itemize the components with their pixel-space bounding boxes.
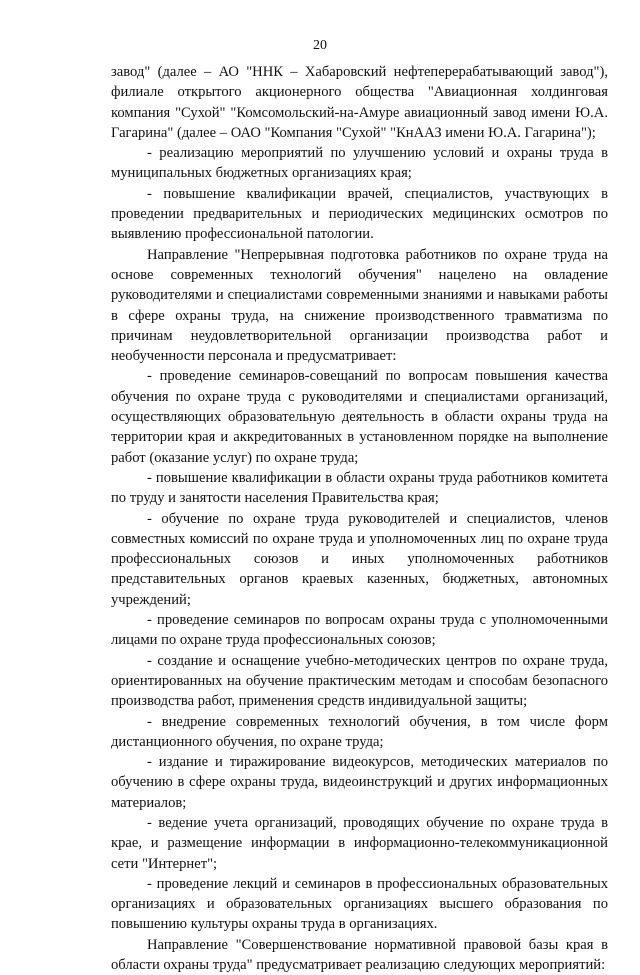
paragraph-5: - проведение семинаров-совещаний по вопросам повышения качества обучения по охране труда с руководителями и специалистами организаций, осуществляющих образовательную деятельность в области охраны труда на территории края и аккредитованных в установленном порядке на выполнение работ (оказание услуг) по охране труда;: [111, 368, 608, 466]
paragraph-7: - обучение по охране труда руководителей и специалистов, членов совместных комиссий по охране труда и уполномоченных лиц по охране труда профессиональных союзов и иных уполномоченных работников представительных органов краевых казенных, бюджетных, автономных учреждений;: [111, 510, 608, 608]
paragraph-12: - ведение учета организаций, проводящих обучение по охране труда в крае, и размещение информации в информационно-телекоммуникационной сети "Интернет";: [111, 814, 608, 872]
paragraph-14: Направление "Совершенствование нормативной правовой базы края в области охраны труда" предусматривает реализацию следующих мероприятий:: [111, 936, 608, 974]
paragraph-10: - внедрение современных технологий обучения, в том числе форм дистанционного обучения, по охране труда;: [111, 713, 608, 750]
page-number: 20: [313, 38, 327, 53]
paragraph-11: - издание и тиражирование видеокурсов, методических материалов по обучению в сфере охраны труда, видеоинструкций и других информационных материалов;: [111, 754, 608, 811]
paragraph-8: - проведение семинаров по вопросам охраны труда с уполномоченными лицами по охране труда профессиональных союзов;: [111, 612, 608, 649]
paragraph-6: - повышение квалификации в области охраны труда работников комитета по труду и занятости населения Правительства края;: [111, 469, 608, 507]
paragraph-9: - создание и оснащение учебно-методических центров по охране труда, ориентированных на обучение практическим методам и способам безопасного производства работ, применения средств индивидуальной защиты;: [111, 652, 608, 710]
paragraph-2: - реализацию мероприятий по улучшению условий и охраны труда в муниципальных бюджетных организациях края;: [111, 145, 608, 182]
paragraph-1: завод" (далее – АО "ННК – Хабаровский нефтеперерабатывающий завод"), филиале открытого акционерного общества "Авиационная холдинговая компания "Сухой" "Комсомольский-на-Амуре авиационный завод имени Ю.А. Гагарина" (далее – ОАО "Компания "Сухой" "КнААЗ имени Ю.А. Гагарина");: [111, 64, 608, 141]
paragraph-3: - повышение квалификации врачей, специалистов, участвующих в проведении предварительных и периодических медицинских осмотров по выявлению профессиональной патологии.: [111, 185, 608, 243]
paragraph-13: - проведение лекций и семинаров в профессиональных образовательных организациях и образовательных организациях высшего образования по повышению культуры охраны труда в организациях.: [111, 875, 608, 933]
paragraph-4: Направление "Непрерывная подготовка работников по охране труда на основе современных технологий обучения" нацелено на овладение руководителями и специалистами современными знаниями и навыками работы в сфере охраны труда, на снижение производственного травматизма по причинам неудовлетворительной организации производства работ и необученности персонала и предусматривает:: [111, 246, 608, 365]
document-body: [111, 62, 608, 975]
